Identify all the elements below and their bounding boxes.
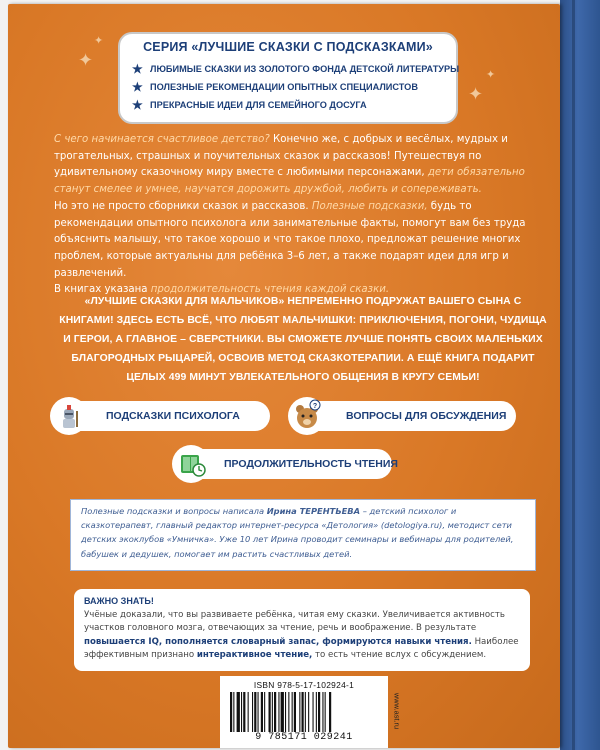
important-info-box bbox=[74, 589, 530, 671]
series-feature-text: ПОЛЕЗНЫЕ РЕКОМЕНДАЦИИ ОПЫТНЫХ СПЕЦИАЛИСТОВ bbox=[150, 82, 418, 92]
barcode-block bbox=[220, 676, 388, 748]
intro-text-span: Но это не просто сборники сказок и рассказов. bbox=[54, 200, 312, 212]
intro-emphasis: дети обязательно станут смелее и умнее, научатся дорожить дружбой, любить и сопереживать. bbox=[54, 167, 525, 196]
intro-emphasis: продолжительность чтения каждой сказки. bbox=[150, 284, 390, 296]
series-feature-text: ЛЮБИМЫЕ СКАЗКИ ИЗ ЗОЛОТОГО ФОНДА ДЕТСКОЙ ЛИТЕРАТУРЫ bbox=[150, 64, 460, 74]
important-text: Наиболее эффективным признано bbox=[84, 636, 519, 661]
author-name: Ирина ТЕРЕНТЬЕВА bbox=[266, 506, 361, 516]
publisher-website bbox=[390, 680, 404, 742]
important-emphasis: интерактивное чтение, bbox=[196, 650, 313, 661]
sparkle-icon: ✦ bbox=[78, 50, 94, 71]
sparkle-icon: ✦ bbox=[94, 34, 104, 47]
intro-paragraph bbox=[54, 199, 548, 283]
bear-icon bbox=[288, 397, 326, 435]
intro-paragraph bbox=[54, 132, 548, 199]
series-feature-item bbox=[132, 96, 459, 114]
knight-icon bbox=[50, 397, 88, 435]
spine-edge-line bbox=[572, 0, 575, 750]
intro-emphasis: Полезные подсказки, bbox=[311, 200, 428, 212]
pill-label: ВОПРОСЫ ДЛЯ ОБСУЖДЕНИЯ bbox=[346, 410, 507, 422]
series-feature-item bbox=[132, 60, 459, 78]
important-text: то есть чтение вслух с обсуждением. bbox=[312, 650, 487, 661]
important-emphasis: повышается IQ, пополняется словарный запас, формируются навыки чтения. bbox=[84, 636, 472, 647]
star-icon: ★ bbox=[132, 80, 143, 94]
important-heading: ВАЖНО ЗНАТЬ! bbox=[84, 596, 154, 606]
star-icon: ★ bbox=[132, 62, 143, 76]
book-clock-icon bbox=[172, 445, 210, 483]
author-text: Полезные подсказки и вопросы написала bbox=[81, 506, 267, 516]
important-body bbox=[84, 609, 520, 663]
publisher-website-text: www.ast.ru bbox=[392, 692, 402, 730]
star-icon: ★ bbox=[132, 98, 143, 112]
important-text: Учёные доказали, что вы развиваете ребёнка, читая ему сказки. Увеличивается активность участков головного мозга, отвечающих за чтение, речь и воображение. В результате bbox=[84, 609, 505, 634]
pill-label: ПРОДОЛЖИТЕЛЬНОСТЬ ЧТЕНИЯ bbox=[224, 458, 398, 470]
author-info-box bbox=[70, 499, 536, 571]
barcode-digits: 9 785171 029241 bbox=[255, 732, 353, 743]
barcode-bars bbox=[228, 692, 380, 732]
series-title: СЕРИЯ «ЛУЧШИЕ СКАЗКИ С ПОДСКАЗКАМИ» bbox=[143, 40, 433, 54]
author-text: – детский психолог и сказкотерапевт, главный редактор интернет-ресурса «Детология» (detologiya.ru), методист сети детских экоклубов «Умничка». Уже 10 лет Ирина проводит семинары и вебинары для родителей, бабушек и дедушек, помогает им растить счастливых детей. bbox=[81, 506, 514, 559]
psychologist-tips-badge bbox=[52, 401, 270, 431]
cover-background bbox=[8, 4, 560, 748]
series-banner bbox=[118, 32, 458, 124]
sparkle-icon: ✦ bbox=[486, 68, 496, 81]
discussion-questions-badge bbox=[290, 401, 516, 431]
isbn-number: ISBN 978-5-17-102924-1 bbox=[253, 680, 355, 690]
series-feature-list bbox=[132, 60, 459, 114]
intro-text-span: будь то рекомендации опытного психолога или занимательные факты, помогут вам без труда объяснить малышу, что такое хорошо и что такое плохо, предложат решение многих проблем, которые актуальны для ребёнка 3–6 лет, а также подарят идеи для игр и развлечений. bbox=[54, 200, 526, 279]
intro-question: С чего начинается счастливое детство? bbox=[54, 134, 270, 145]
intro-text-span: В книгах указана bbox=[54, 284, 151, 296]
intro-text bbox=[54, 132, 548, 299]
pill-label: ПОДСКАЗКИ ПСИХОЛОГА bbox=[106, 410, 240, 422]
series-feature-item bbox=[132, 78, 459, 96]
series-feature-text: ПРЕКРАСНЫЕ ИДЕИ ДЛЯ СЕМЕЙНОГО ДОСУГА bbox=[150, 100, 367, 110]
book-spine bbox=[560, 0, 600, 750]
sparkle-icon: ✦ bbox=[468, 84, 484, 105]
svg-text:?: ? bbox=[312, 403, 318, 410]
intro-text-span: Конечно же, с добрых и весёлых, мудрых и трогательных, страшных и поучительных сказок и рассказов! Путешествуя по удивительному сказочному миру вместе с любимыми персонажами, bbox=[54, 134, 508, 179]
reading-duration-badge bbox=[174, 449, 398, 479]
book-description-caps: «ЛУЧШИЕ СКАЗКИ ДЛЯ МАЛЬЧИКОВ» НЕПРЕМЕННО ПОДРУЖАТ ВАШЕГО СЫНА С КНИГАМИ! ЗДЕСЬ ЕСТЬ ВСЁ, ЧТО ЛЮБЯТ МАЛЬЧИШКИ: ПРИКЛЮЧЕНИЯ, ПОГОНИ, ЧУДИЩА И ГЕРОИ, А ГЛАВНОЕ – СВЕРСТНИКИ. ВЫ СМОЖЕТЕ ЛУЧШЕ ПОНЯТЬ СВОИХ МАЛЕНЬКИХ БЛАГОРОДНЫХ РЫЦАРЕЙ, ОСВОИВ МЕТОД СКАЗКОТЕРАПИИ. А ЕЩЁ КНИГА ПОДАРИТ ЦЕЛЫХ 499 МИНУТ УВЛЕКАТЕЛЬНОГО ОБЩЕНИЯ В КРУГУ СЕМЬИ! bbox=[59, 296, 547, 383]
